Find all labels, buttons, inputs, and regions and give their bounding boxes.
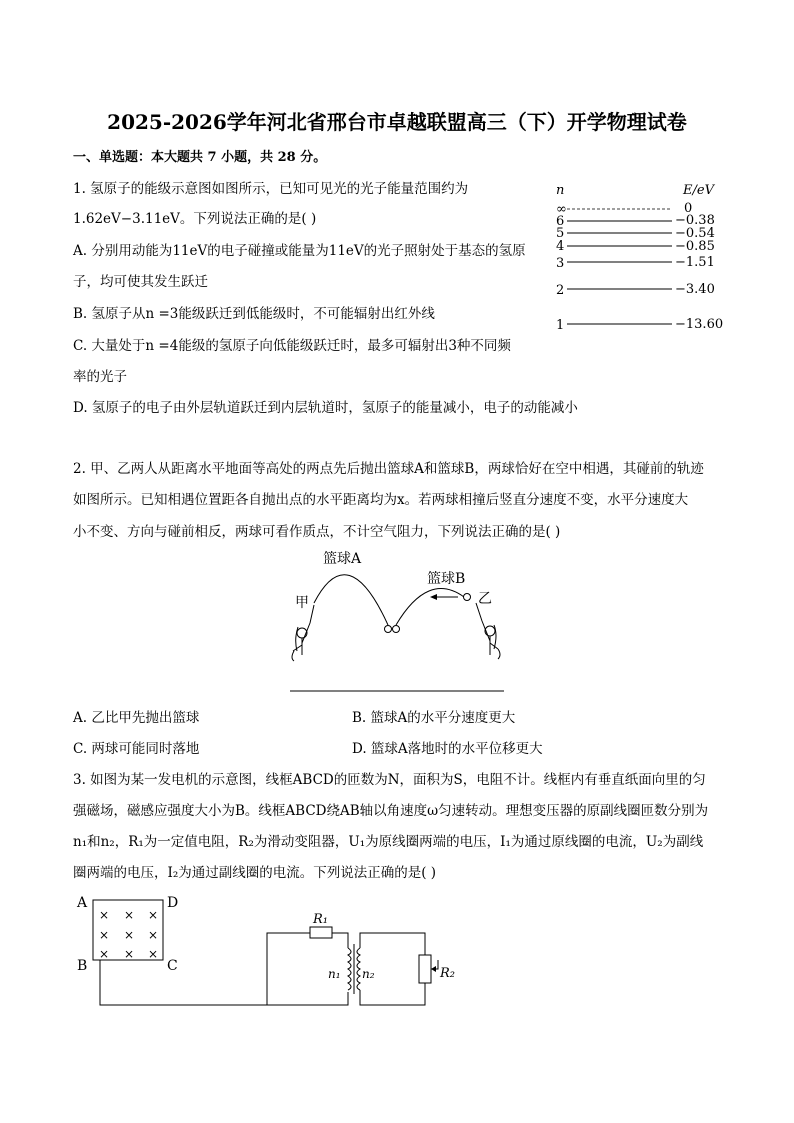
q2-option-b: B. 篮球A的水平分速度更大 (352, 710, 516, 726)
svg-text:×: × (124, 947, 135, 961)
level-n-1: 1 (556, 318, 565, 333)
level-e-inf: 0 (684, 201, 693, 216)
energy-axis-label: E/eV (683, 183, 714, 198)
level-n-inf: ∞ (556, 202, 567, 217)
q3-stem-line-3: n₁和n₂，R₁为一定值电阻，R₂为滑动变阻器，U₁为原线圈两端的电压，I₁为通过原线圈的电流，U₂为副线 (73, 834, 704, 850)
svg-text:×: × (148, 908, 159, 922)
level-e-5: −0.54 (675, 226, 715, 241)
q1-option-c-cont: 率的光子 (73, 369, 127, 385)
level-n-2: 2 (556, 283, 565, 298)
ball-b-trajectory (396, 589, 464, 625)
q2-stem-line-3: 小不变、方向与碰前相反，两球可看作质点，不计空气阻力，下列说法正确的是( ) (73, 524, 561, 540)
secondary-coil (357, 948, 360, 990)
vertex-d-label: D (167, 895, 179, 911)
svg-text:×: × (148, 947, 159, 961)
level-e-2: −3.40 (675, 282, 715, 297)
slider-arrow-icon (431, 966, 436, 972)
ball-b-icon (464, 594, 471, 601)
n2-label: n₂ (362, 967, 375, 981)
q3-stem-line-1: 3. 如图为某一发电机的示意图，线框ABCD的匝数为N，面积为S，电阻不计。线框内有垂直纸面向里的匀 (73, 772, 706, 788)
resistor-r1 (310, 927, 332, 938)
energy-level-diagram (540, 178, 740, 338)
svg-text:×: × (148, 928, 159, 942)
ball-b-label: 篮球B (427, 571, 466, 587)
q2-option-a: A. 乙比甲先抛出篮球 (73, 710, 200, 726)
q1-option-a: A. 分别用动能为11eV的电子碰撞或能量为11eV的光子照射处于基态的氢原 (73, 243, 526, 259)
r2-label: R₂ (440, 966, 455, 981)
q1-option-c: C. 大量处于n =4能级的氢原子向低能级跃迁时，最多可辐射出3种不同频 (73, 338, 511, 354)
ball-a-trajectory (314, 575, 388, 625)
level-e-1: −13.60 (675, 317, 724, 332)
q3-stem-line-2: 强磁场，磁感应强度大小为B。线框ABCD绕AB轴以角速度ω匀速转动。理想变压器的原副线圈匝数分别为 (73, 803, 709, 819)
q1-option-b: B. 氢原子从n =3能级跃迁到低能级时，不可能辐射出红外线 (73, 306, 435, 322)
q3-stem-line-4: 圈两端的电压，I₂为通过副线圈的电流。下列说法正确的是( ) (73, 865, 437, 881)
q1-option-d: D. 氢原子的电子由外层轨道跃迁到内层轨道时，氢原子的能量减小，电子的动能减小 (73, 400, 578, 416)
r1-label: R₁ (313, 912, 328, 927)
page-title: 2025-2026学年河北省邢台市卓越联盟高三（下）开学物理试卷 (107, 110, 687, 134)
level-n-5: 5 (556, 226, 565, 241)
primary-wire (100, 933, 310, 1005)
n1-label: n₁ (328, 967, 341, 981)
vertex-b-label: B (77, 958, 88, 974)
section-heading: 一、单选题：本大题共 7 小题，共 28 分。 (73, 150, 327, 165)
ball-a-collision-icon (385, 626, 392, 633)
q2-option-c: C. 两球可能同时落地 (73, 741, 200, 757)
svg-text:×: × (99, 947, 110, 961)
svg-text:×: × (99, 928, 110, 942)
level-n-3: 3 (556, 256, 565, 271)
basketball-trajectory-diagram (280, 543, 520, 698)
q1-option-a-cont: 子，均可使其发生跃迁 (73, 274, 208, 290)
person-jia-label: 甲 (295, 595, 309, 611)
n-axis-label: n (556, 183, 565, 198)
level-e-3: −1.51 (675, 255, 715, 270)
svg-text:×: × (124, 928, 135, 942)
generator-circuit-diagram (70, 888, 490, 1028)
ball-b-collision-icon (393, 626, 400, 633)
person-yi-icon (476, 603, 500, 659)
svg-text:×: × (124, 908, 135, 922)
q2-stem-line-1: 2. 甲、乙两人从距离水平地面等高处的两点先后抛出篮球A和篮球B，两球恰好在空中相遇，其碰前的轨迹 (73, 461, 704, 477)
person-jia-icon (292, 605, 314, 661)
arrowhead-icon (430, 594, 437, 600)
ball-a-label: 篮球A (323, 551, 362, 567)
level-n-6: 6 (556, 214, 565, 229)
person-yi-label: 乙 (478, 591, 492, 607)
magnetic-field-marks (99, 908, 158, 961)
q2-stem-line-2: 如图所示。已知相遇位置距各自抛出点的水平距离均为x。若两球相撞后竖直分速度不变，水平分速度大 (73, 492, 689, 508)
vertex-a-label: A (77, 895, 88, 911)
q1-stem-line-2: 1.62eV−3.11eV。下列说法正确的是( ) (73, 211, 317, 227)
level-n-4: 4 (556, 239, 565, 254)
rheostat-r2 (419, 955, 431, 983)
vertex-c-label: C (167, 958, 178, 974)
q1-stem-line-1: 1. 氢原子的能级示意图如图所示，已知可见光的光子能量范围约为 (73, 181, 469, 197)
svg-text:×: × (99, 908, 110, 922)
level-e-6: −0.38 (675, 213, 715, 228)
level-e-4: −0.85 (675, 239, 715, 254)
primary-coil (348, 948, 351, 990)
q2-option-d: D. 篮球A落地时的水平位移更大 (352, 741, 543, 757)
